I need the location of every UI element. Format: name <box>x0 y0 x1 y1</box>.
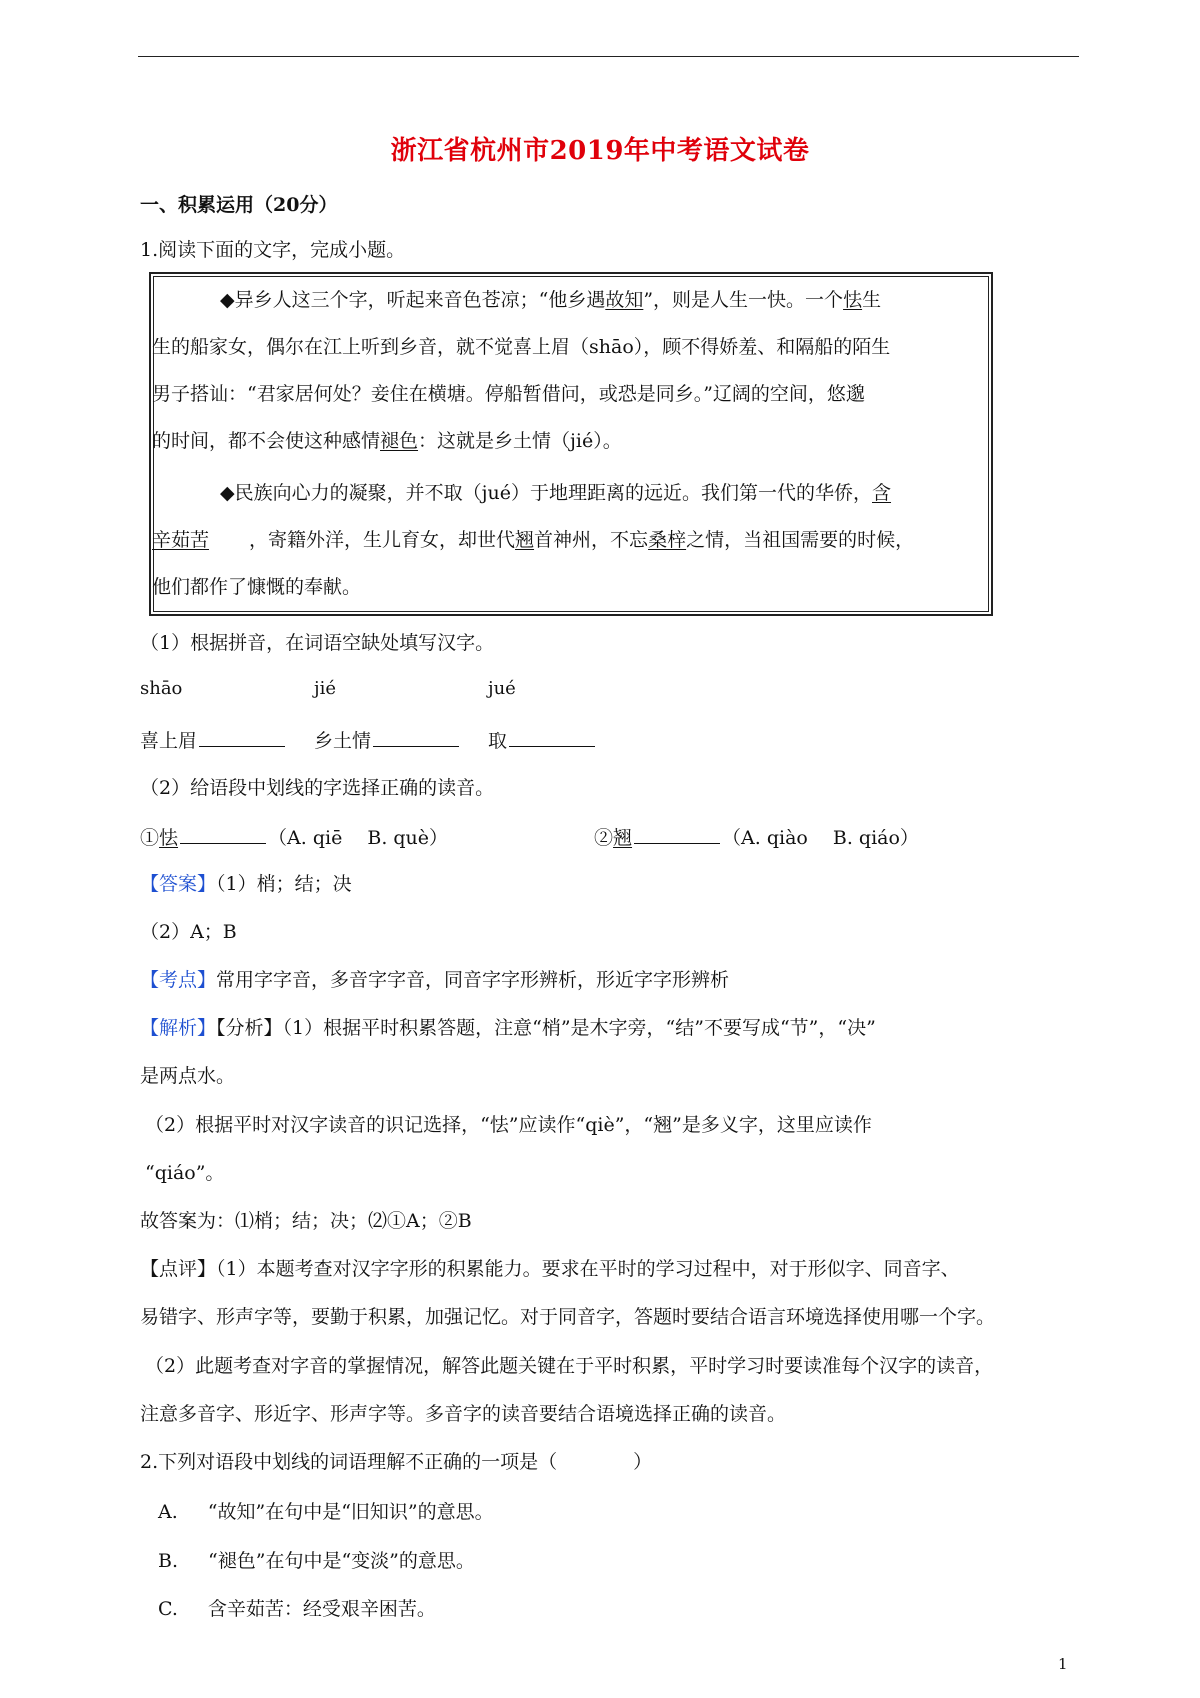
fill-blank-item: 喜上眉 <box>140 726 287 753</box>
kaodian-line: 【考点】常用字字音，多音字字音，同音字字形辨析，形近字字形辨析 <box>140 969 730 991</box>
passage-line: 男子搭讪：“君家居何处？妾住在横塘。停船暂借问，或恐是同乡。”辽阔的空间，悠邈 <box>152 383 865 405</box>
underlined-word: 褪色 <box>380 430 419 452</box>
answer-blank[interactable] <box>199 728 285 747</box>
section-heading: 一、积累运用（20分） <box>140 194 338 216</box>
underlined-word: 桑梓 <box>648 529 687 551</box>
option-c[interactable]: C. 含辛茹苦：经受艰辛困苦。 <box>158 1598 436 1620</box>
final-answer: 故答案为：⑴梢；结；决；⑵①A；②B <box>140 1210 472 1232</box>
pinyin-label: jié <box>314 678 336 699</box>
passage-line: 辛茹苦 ，寄籍外洋，生儿育女，却世代翘首神州，不忘桑梓之情，当祖国需要的时候， <box>152 529 915 551</box>
question-2-stem: 2.下列对语段中划线的词语理解不正确的一项是（ ） <box>140 1451 653 1473</box>
analysis-line: “qiáo”。 <box>145 1162 225 1184</box>
page-title: 浙江省杭州市2019年中考语文试卷 <box>390 136 810 166</box>
analysis-tag: 【解析】 <box>140 1017 217 1039</box>
comment-line: 注意多音字、形近字、形声字等。多音字的读音要结合语境选择正确的读音。 <box>140 1403 787 1425</box>
passage-line: ◆民族向心力的凝聚，并不取（jué）于地理距离的远近。我们第一代的华侨，含 <box>220 482 892 504</box>
underlined-word: 含 <box>872 482 892 504</box>
comment-line: 【点评】（1）本题考查对汉字字形的积累能力。要求在平时的学习过程中，对于形似字、同音字、 <box>140 1258 960 1280</box>
answer-blank[interactable] <box>180 825 266 844</box>
answer-tag: 【答案】 <box>140 873 217 895</box>
answer-line-2: （2）A；B <box>140 921 237 943</box>
fill-blank-item: 乡土情 <box>314 726 461 753</box>
analysis-line: （2）根据平时对汉字读音的识记选择，“怯”应读作“qiè”，“翘”是多义字，这里应读作 <box>145 1114 872 1136</box>
passage-line: 生的船家女，偶尔在江上听到乡音，就不觉喜上眉（shāo），顾不得娇羞、和隔船的陌生 <box>152 336 891 358</box>
underlined-word: 辛茹苦 <box>152 529 210 551</box>
underlined-word: 翘 <box>515 529 535 551</box>
analysis-line: 是两点水。 <box>140 1065 236 1087</box>
option-b[interactable]: B. “褪色”在句中是“变淡”的意思。 <box>158 1550 475 1572</box>
header-rule <box>138 56 1079 57</box>
pronunciation-choice-1: ①怯 （A. qiē B. què） <box>140 827 449 849</box>
pinyin-label: shāo <box>140 678 183 699</box>
pinyin-label: jué <box>488 678 516 699</box>
analysis-line: 【解析】【分析】（1）根据平时积累答题，注意“梢”是木字旁，“结”不要写成“节”，“决” <box>140 1017 876 1039</box>
kaodian-tag: 【考点】 <box>140 969 217 991</box>
pronunciation-choice-2: ②翘 （A. qiào B. qiáo） <box>594 827 919 849</box>
sub-question-2: （2）给语段中划线的字选择正确的读音。 <box>140 777 495 799</box>
sub-question-1: （1）根据拼音，在词语空缺处填写汉字。 <box>140 632 495 654</box>
answer-line: 【答案】（1）梢；结；决 <box>140 873 352 895</box>
answer-blank[interactable] <box>373 728 459 747</box>
answer-blank[interactable] <box>509 728 595 747</box>
question-1-stem: 1.阅读下面的文字，完成小题。 <box>140 239 406 261</box>
fill-blank-item: 取 <box>488 726 597 753</box>
passage-line: 的时间，都不会使这种感情褪色：这就是乡土情（jié）。 <box>152 430 622 452</box>
underlined-word: 故知 <box>605 289 644 311</box>
passage-line: 他们都作了慷慨的奉献。 <box>152 576 362 598</box>
page-number: 1 <box>1058 1655 1068 1673</box>
option-a[interactable]: A. “故知”在句中是“旧知识”的意思。 <box>158 1501 494 1523</box>
answer-blank[interactable] <box>634 825 720 844</box>
comment-line: 易错字、形声字等，要勤于积累，加强记忆。对于同音字，答题时要结合语言环境选择使用哪一个字。 <box>140 1306 996 1328</box>
underlined-word: 怯 <box>843 289 863 311</box>
comment-line: （2）此题考查对字音的掌握情况，解答此题关键在于平时积累，平时学习时要读准每个汉字的读音， <box>145 1355 994 1377</box>
passage-line: ◆异乡人这三个字，听起来音色苍凉；“他乡遇故知”，则是人生一快。一个怯生 <box>220 289 882 311</box>
